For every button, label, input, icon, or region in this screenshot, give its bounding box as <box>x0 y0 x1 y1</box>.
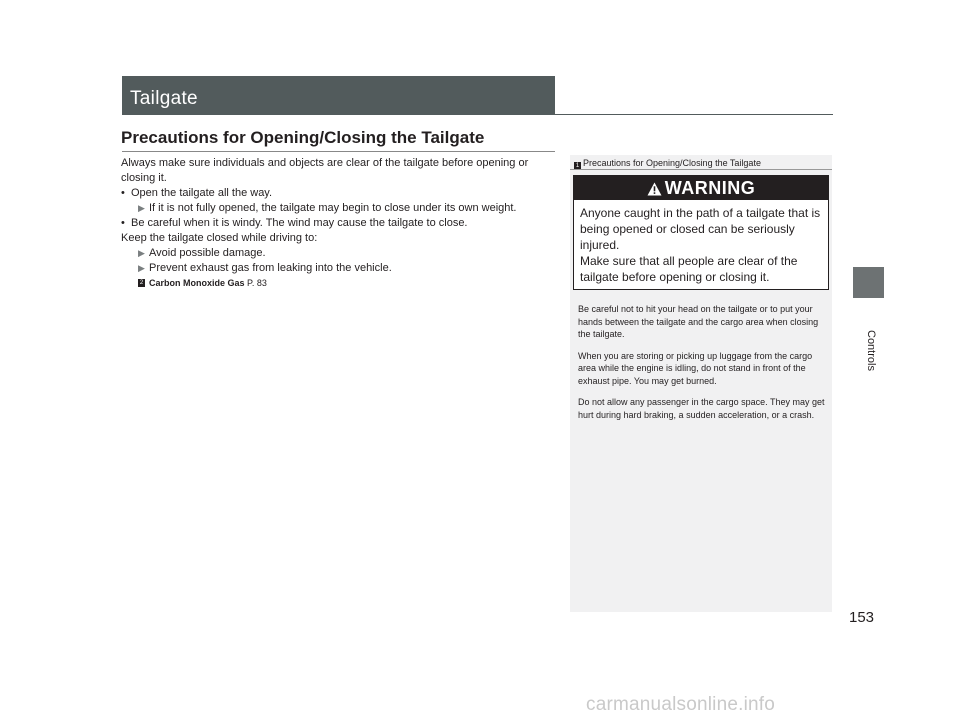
side-tab-marker <box>853 267 884 298</box>
side-tab-label: Controls <box>865 330 877 371</box>
sidebar-paragraphs <box>578 303 828 430</box>
bullet-item: • Be careful when it is windy. The wind may cause the tailgate to close. <box>121 217 468 229</box>
bullet-dot-icon: • <box>121 217 125 229</box>
sidebar-rule <box>570 169 832 170</box>
chapter-header-bar <box>122 76 555 115</box>
bullet-dot-icon: • <box>121 187 125 199</box>
sub-item: ▶ If it is not fully opened, the tailgate may begin to close under its own weight. <box>138 202 517 214</box>
warning-box <box>573 175 829 290</box>
chapter-title: Tailgate <box>130 88 198 109</box>
bullet-item: • Open the tailgate all the way. <box>121 187 273 199</box>
arrow-right-icon: ▶ <box>138 203 145 213</box>
reference-icon: 2 <box>139 280 144 286</box>
arrow-right-icon: ▶ <box>138 248 145 258</box>
sidebar-paragraph: When you are storing or picking up luggage from the cargo area while the engine is idling, do not stand in front of the exhaust pipe. You may get burned. <box>578 350 813 386</box>
reference-label: Carbon Monoxide Gas <box>149 278 245 288</box>
intro-paragraph: Always make sure individuals and objects are clear of the tailgate before opening or closing it. <box>121 157 529 184</box>
reference-page: P. 83 <box>247 278 267 288</box>
arrow-right-icon: ▶ <box>138 263 145 273</box>
warning-triangle-icon <box>647 182 662 196</box>
sub-item: ▶ Prevent exhaust gas from leaking into the vehicle. <box>138 262 392 274</box>
section-title: Precautions for Opening/Closing the Tailgate <box>121 128 485 147</box>
note-icon: 1 <box>575 163 580 169</box>
warning-title: WARNING <box>664 178 756 198</box>
page-number: 153 <box>849 609 875 626</box>
section-rule <box>122 151 555 152</box>
notes-sidebar <box>570 155 832 612</box>
warning-header <box>574 176 828 200</box>
watermark: carmanualsonline.info <box>586 694 776 715</box>
sidebar-heading: 1 Precautions for Opening/Closing the Tailgate <box>575 158 761 169</box>
main-body <box>121 156 557 291</box>
sub-item: ▶ Avoid possible damage. <box>138 247 266 259</box>
warning-text: Anyone caught in the path of a tailgate that is being opened or closed can be seriously injured. Make sure that all people are clear of the tailgate before opening or closing it. <box>580 206 821 284</box>
keep-closed-text: Keep the tailgate closed while driving to: <box>121 232 318 244</box>
header-rule <box>122 114 833 115</box>
sidebar-paragraph: Be careful not to hit your head on the tailgate or to put your hands between the tailgate and the cargo area when closing the tailgate. <box>578 304 819 339</box>
sidebar-paragraph: Do not allow any passenger in the cargo space. They may get hurt during hard braking, a sudden acceleration, or a crash. <box>578 397 825 420</box>
cross-reference-link[interactable] <box>121 276 557 291</box>
